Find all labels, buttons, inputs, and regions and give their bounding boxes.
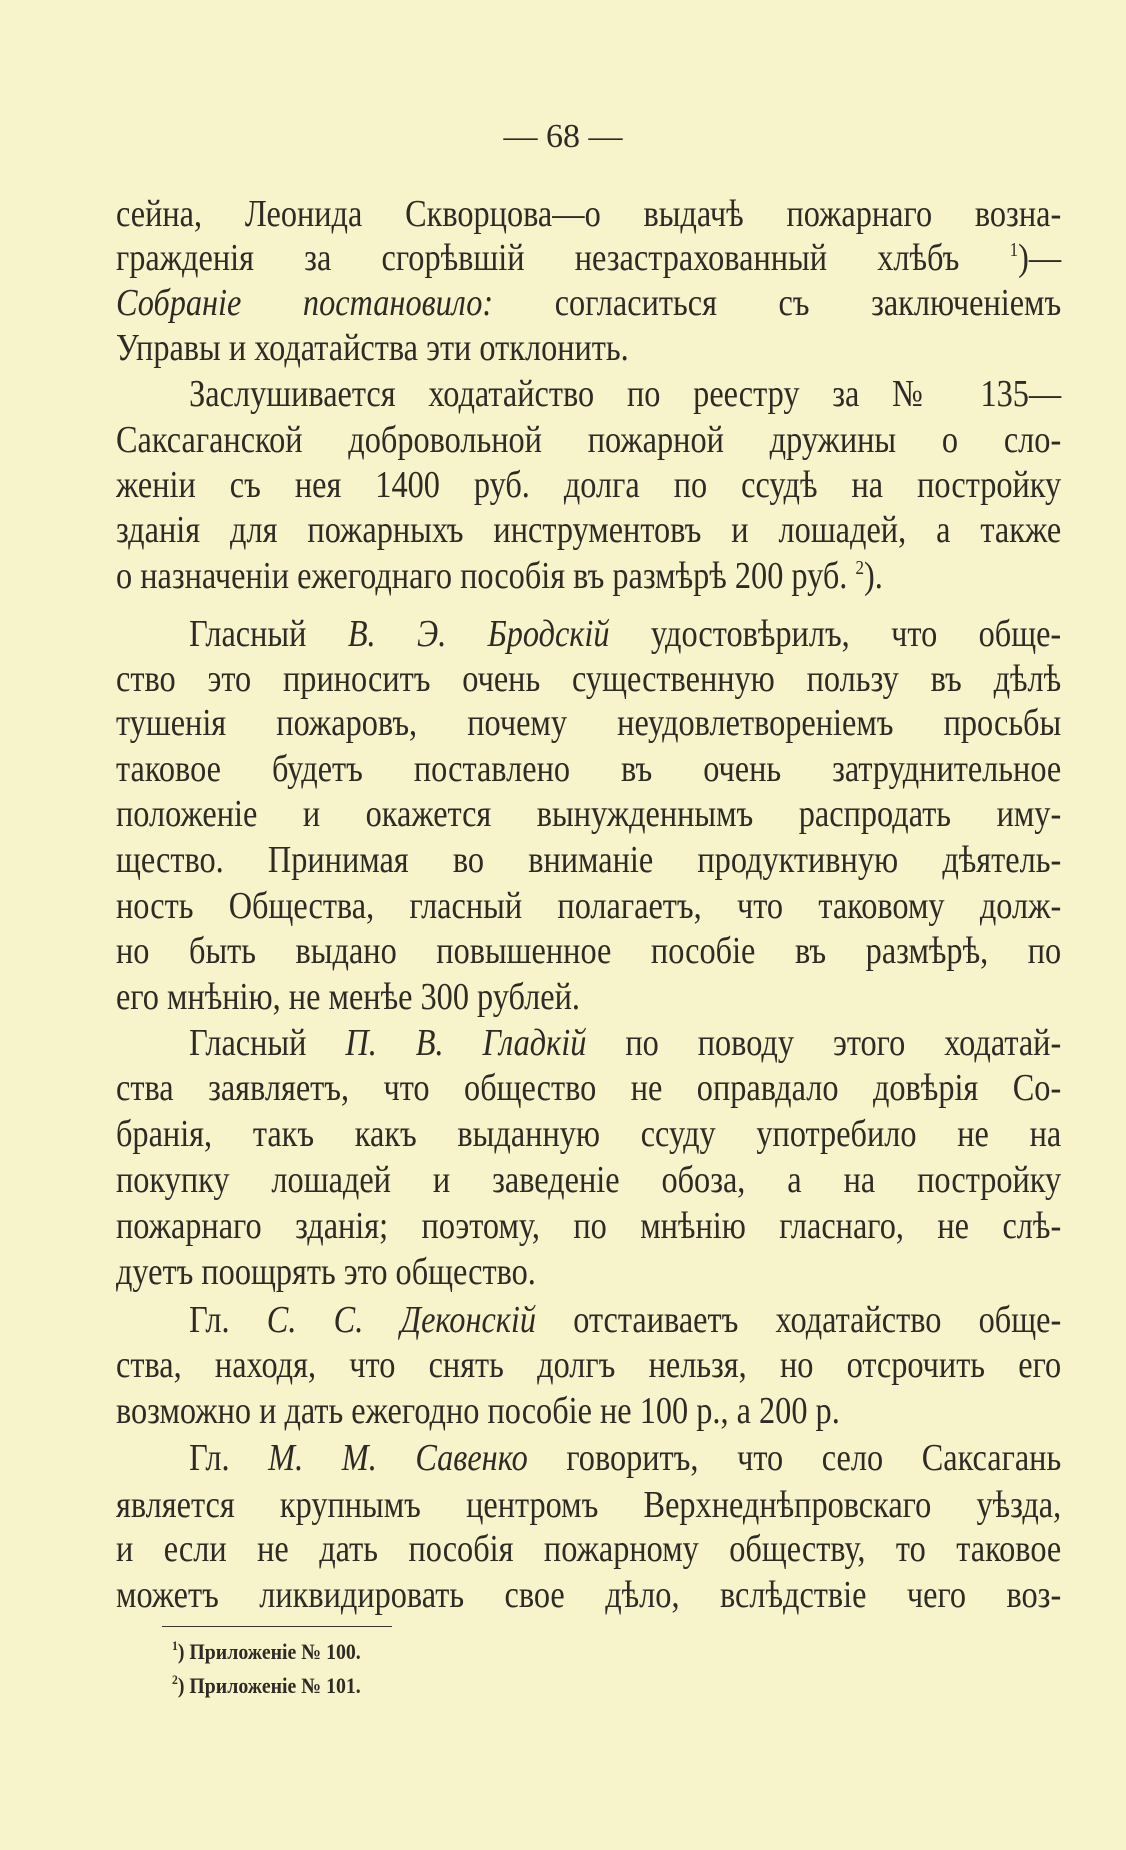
text-line	[116, 235, 1061, 281]
text-line	[116, 883, 1061, 929]
text-line	[116, 1065, 1061, 1111]
footnote-ref[interactable]: 1	[1009, 239, 1019, 261]
footnote-text: ) Приложеніе № 101.	[177, 1673, 361, 1698]
text-line	[116, 974, 1061, 1020]
text-run: согласиться съ заключеніемъ	[493, 282, 1062, 324]
text-run: Гл.	[189, 1299, 267, 1341]
text-line	[116, 1111, 1061, 1157]
footnote-mark: 1	[172, 1638, 178, 1653]
text-run: бранія, такъ какъ выданную ссуду употребило не на	[116, 1113, 1062, 1155]
text-line	[116, 1526, 1061, 1572]
text-run: и если не дать пособія пожарному обществу, то таковое	[116, 1528, 1062, 1570]
text-run: ).	[863, 555, 883, 597]
text-run: Управы и ходатайства эти отклонить.	[116, 327, 629, 369]
text-run: )—	[1018, 237, 1062, 279]
italic-name: Собраніе постановило:	[116, 282, 494, 324]
text-run: женіи съ нея 1400 руб. долга по ссудѣ на постройку	[116, 464, 1062, 506]
text-run: Саксаганской добровольной пожарной дружины о сло-	[116, 419, 1062, 461]
text-line	[116, 507, 1061, 553]
text-line	[116, 325, 1061, 371]
text-run: Гласный	[189, 1022, 346, 1064]
text-line	[116, 700, 1061, 746]
footnote-ref[interactable]: 2	[855, 557, 864, 579]
text-line	[116, 1203, 1061, 1249]
text-run: Гласный	[189, 613, 348, 655]
text-run: Заслушивается ходатайство по реестру за № 135—	[189, 373, 1062, 415]
italic-name: С. С. Деконскій	[266, 1299, 537, 1341]
text-line	[116, 1297, 1061, 1343]
footnote-divider	[162, 1626, 392, 1627]
text-run: ства, находя, что снять долгъ нельзя, но отсрочить его	[116, 1344, 1062, 1386]
text-run: гражденія за сгорѣвшій незастрахованный хлѣбъ	[116, 237, 1010, 279]
italic-name: М. М. Савенко	[268, 1437, 528, 1479]
text-run: можетъ ликвидировать свое дѣло, вслѣдствіе чего воз-	[116, 1574, 1062, 1616]
text-run: пожарнаго зданія; поэтому, по мнѣнію гласнаго, не слѣ-	[116, 1205, 1062, 1247]
text-line	[116, 1157, 1061, 1203]
text-run: Гл.	[189, 1437, 269, 1479]
text-run: сейна, Леонида Скворцова—о выдачѣ пожарнаго возна-	[116, 193, 1062, 235]
footnote	[172, 1672, 361, 1700]
text-run: зданія для пожарныхъ инструментовъ и лошадей, а также	[116, 509, 1062, 551]
text-run: ность Общества, гласный полагаетъ, что таковому долж-	[116, 885, 1062, 927]
footnote-text: ) Приложеніе № 100.	[177, 1639, 361, 1664]
text-run: его мнѣнію, не менѣе 300 рублей.	[116, 976, 580, 1018]
text-line	[116, 280, 1061, 326]
text-run: ства заявляетъ, что общество не оправдало довѣрія Со-	[116, 1067, 1062, 1109]
text-line	[116, 928, 1061, 974]
text-line	[116, 1342, 1061, 1388]
text-line	[116, 837, 1061, 883]
text-line	[116, 1388, 1061, 1434]
text-run: покупку лошадей и заведеніе обоза, а на постройку	[116, 1159, 1062, 1201]
footnote-mark: 2	[172, 1672, 178, 1687]
text-line	[116, 1435, 1061, 1481]
text-run: дуетъ поощрять это общество.	[116, 1251, 536, 1293]
text-run: по поводу этого ходатай-	[586, 1022, 1062, 1064]
italic-name: П. В. Гладкій	[345, 1022, 587, 1064]
text-run: но быть выдано повышенное пособіе въ размѣрѣ, по	[116, 930, 1062, 972]
text-run: ство это приноситъ очень существенную пользу въ дѣлѣ	[116, 658, 1062, 700]
text-run: тушенія пожаровъ, почему неудовлетвореніемъ просьбы	[116, 702, 1062, 744]
text-line	[116, 553, 1061, 599]
text-run: положеніе и окажется вынужденнымъ распродать иму-	[116, 793, 1062, 835]
text-run: щество. Принимая во вниманіе продуктивную дѣятель-	[116, 839, 1062, 881]
text-line	[116, 1482, 1061, 1528]
text-line	[116, 746, 1061, 792]
text-run: о назначеніи ежегоднаго пособія въ размѣрѣ 200 руб.	[116, 555, 856, 597]
text-line	[116, 417, 1061, 463]
text-line	[116, 791, 1061, 837]
text-line	[116, 611, 1061, 657]
text-line	[116, 1249, 1061, 1295]
footnote	[172, 1638, 361, 1666]
text-line	[116, 462, 1061, 508]
text-run: удостовѣрилъ, что обще-	[609, 613, 1062, 655]
text-line	[116, 656, 1061, 702]
text-run: является крупнымъ центромъ Верхнеднѣпровскаго уѣзда,	[116, 1484, 1062, 1526]
text-run: возможно и дать ежегодно пособіе не 100 р., а 200 р.	[116, 1390, 840, 1432]
text-line	[116, 1020, 1061, 1066]
text-run: таковое будетъ поставлено въ очень затруднительное	[116, 748, 1062, 790]
text-line	[116, 191, 1061, 237]
italic-name: В. Э. Бродскій	[347, 613, 610, 655]
text-run: говоритъ, что село Саксагань	[527, 1437, 1062, 1479]
text-line	[116, 371, 1061, 417]
text-run: отстаиваетъ ходатайство обще-	[536, 1299, 1062, 1341]
page-number: — 68 —	[503, 118, 623, 155]
text-line	[116, 1572, 1061, 1618]
